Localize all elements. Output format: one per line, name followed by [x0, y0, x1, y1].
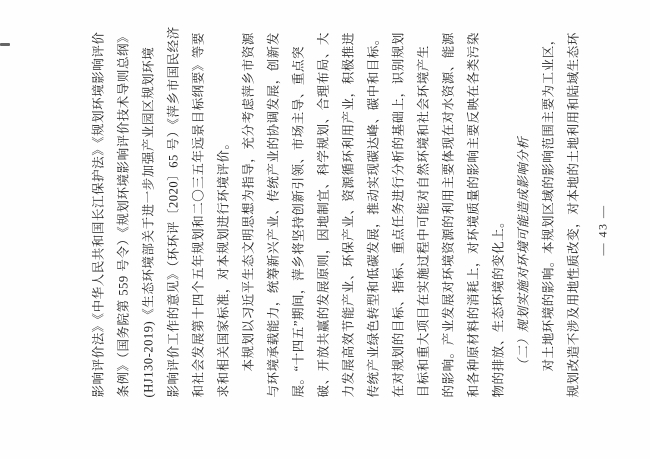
text-line: 破、开放共赢的发展原则，因地制宜、科学规划、合理布局、大 — [316, 31, 330, 397]
text-line: 影响评价法》《中华人民共和国长江保护法》《规划环境影响评价 — [91, 31, 105, 397]
text-line: 规划改造不涉及用地性质改变，对本地的土地利用和陆域生态环 — [566, 31, 580, 397]
section-heading: （二）规划实施对环境可能造成影响分析 — [516, 136, 530, 371]
text-line: 影响评价工作的意见》（环环评〔2020〕65 号）《萍乡市国民经济 — [166, 25, 180, 397]
text-line: 对土地环境的影响。本规划区域的影响范围主要为工业区， — [541, 31, 555, 371]
text-line: 条例》（国务院第 559 号令）《规划环境影响评价技术导则总纲》 — [116, 29, 130, 397]
text-line: 和社会发展第十四个五年规划和二〇三五年远景目标纲要》等要 — [191, 31, 205, 397]
text-line: 目标和重大项目在实施过程中可能对自然环境和社会环境产生 — [416, 44, 430, 397]
text-line: 在对规划的目标、指标、重点任务进行分析的基础上，识别规划 — [391, 31, 405, 397]
text-line: 和各种原材料的消耗上，对环境质量的影响主要反映在各类污染 — [466, 31, 480, 397]
text-line: 力发展高效节能产业、环保产业、资源循环利用产业，积极推进 — [341, 31, 355, 397]
text-line: 展。“十四五”期间，萍乡将坚持创新引领、市场主导、重点突 — [291, 45, 305, 397]
text-line: 本规划以习近平生态文明思想为指导，充分考虑萍乡市资源 — [241, 31, 255, 371]
text-line: 求和相关国家标准，对本规划进行环境评价。 — [216, 135, 230, 397]
text-line: 传统产业绿色转型和低碳发展，推动实现碳达峰、碳中和目标。 — [366, 31, 380, 397]
text-line: 与环境承载能力，统筹新兴产业、传统产业的协调发展，创新发 — [266, 31, 280, 397]
text-block — [86, 23, 586, 397]
scan-artifact — [0, 43, 10, 46]
text-line: 物的排放、生态环境的变化上。 — [491, 214, 505, 397]
text-line: (HJ130-2019)《生态环境部关于进一步加强产业园区规划环境 — [141, 46, 155, 397]
text-line: 的影响。产业发展对环境资源的利用主要体现在对水资源、能源 — [441, 31, 455, 397]
page-number: — 43 — — [595, 204, 609, 255]
